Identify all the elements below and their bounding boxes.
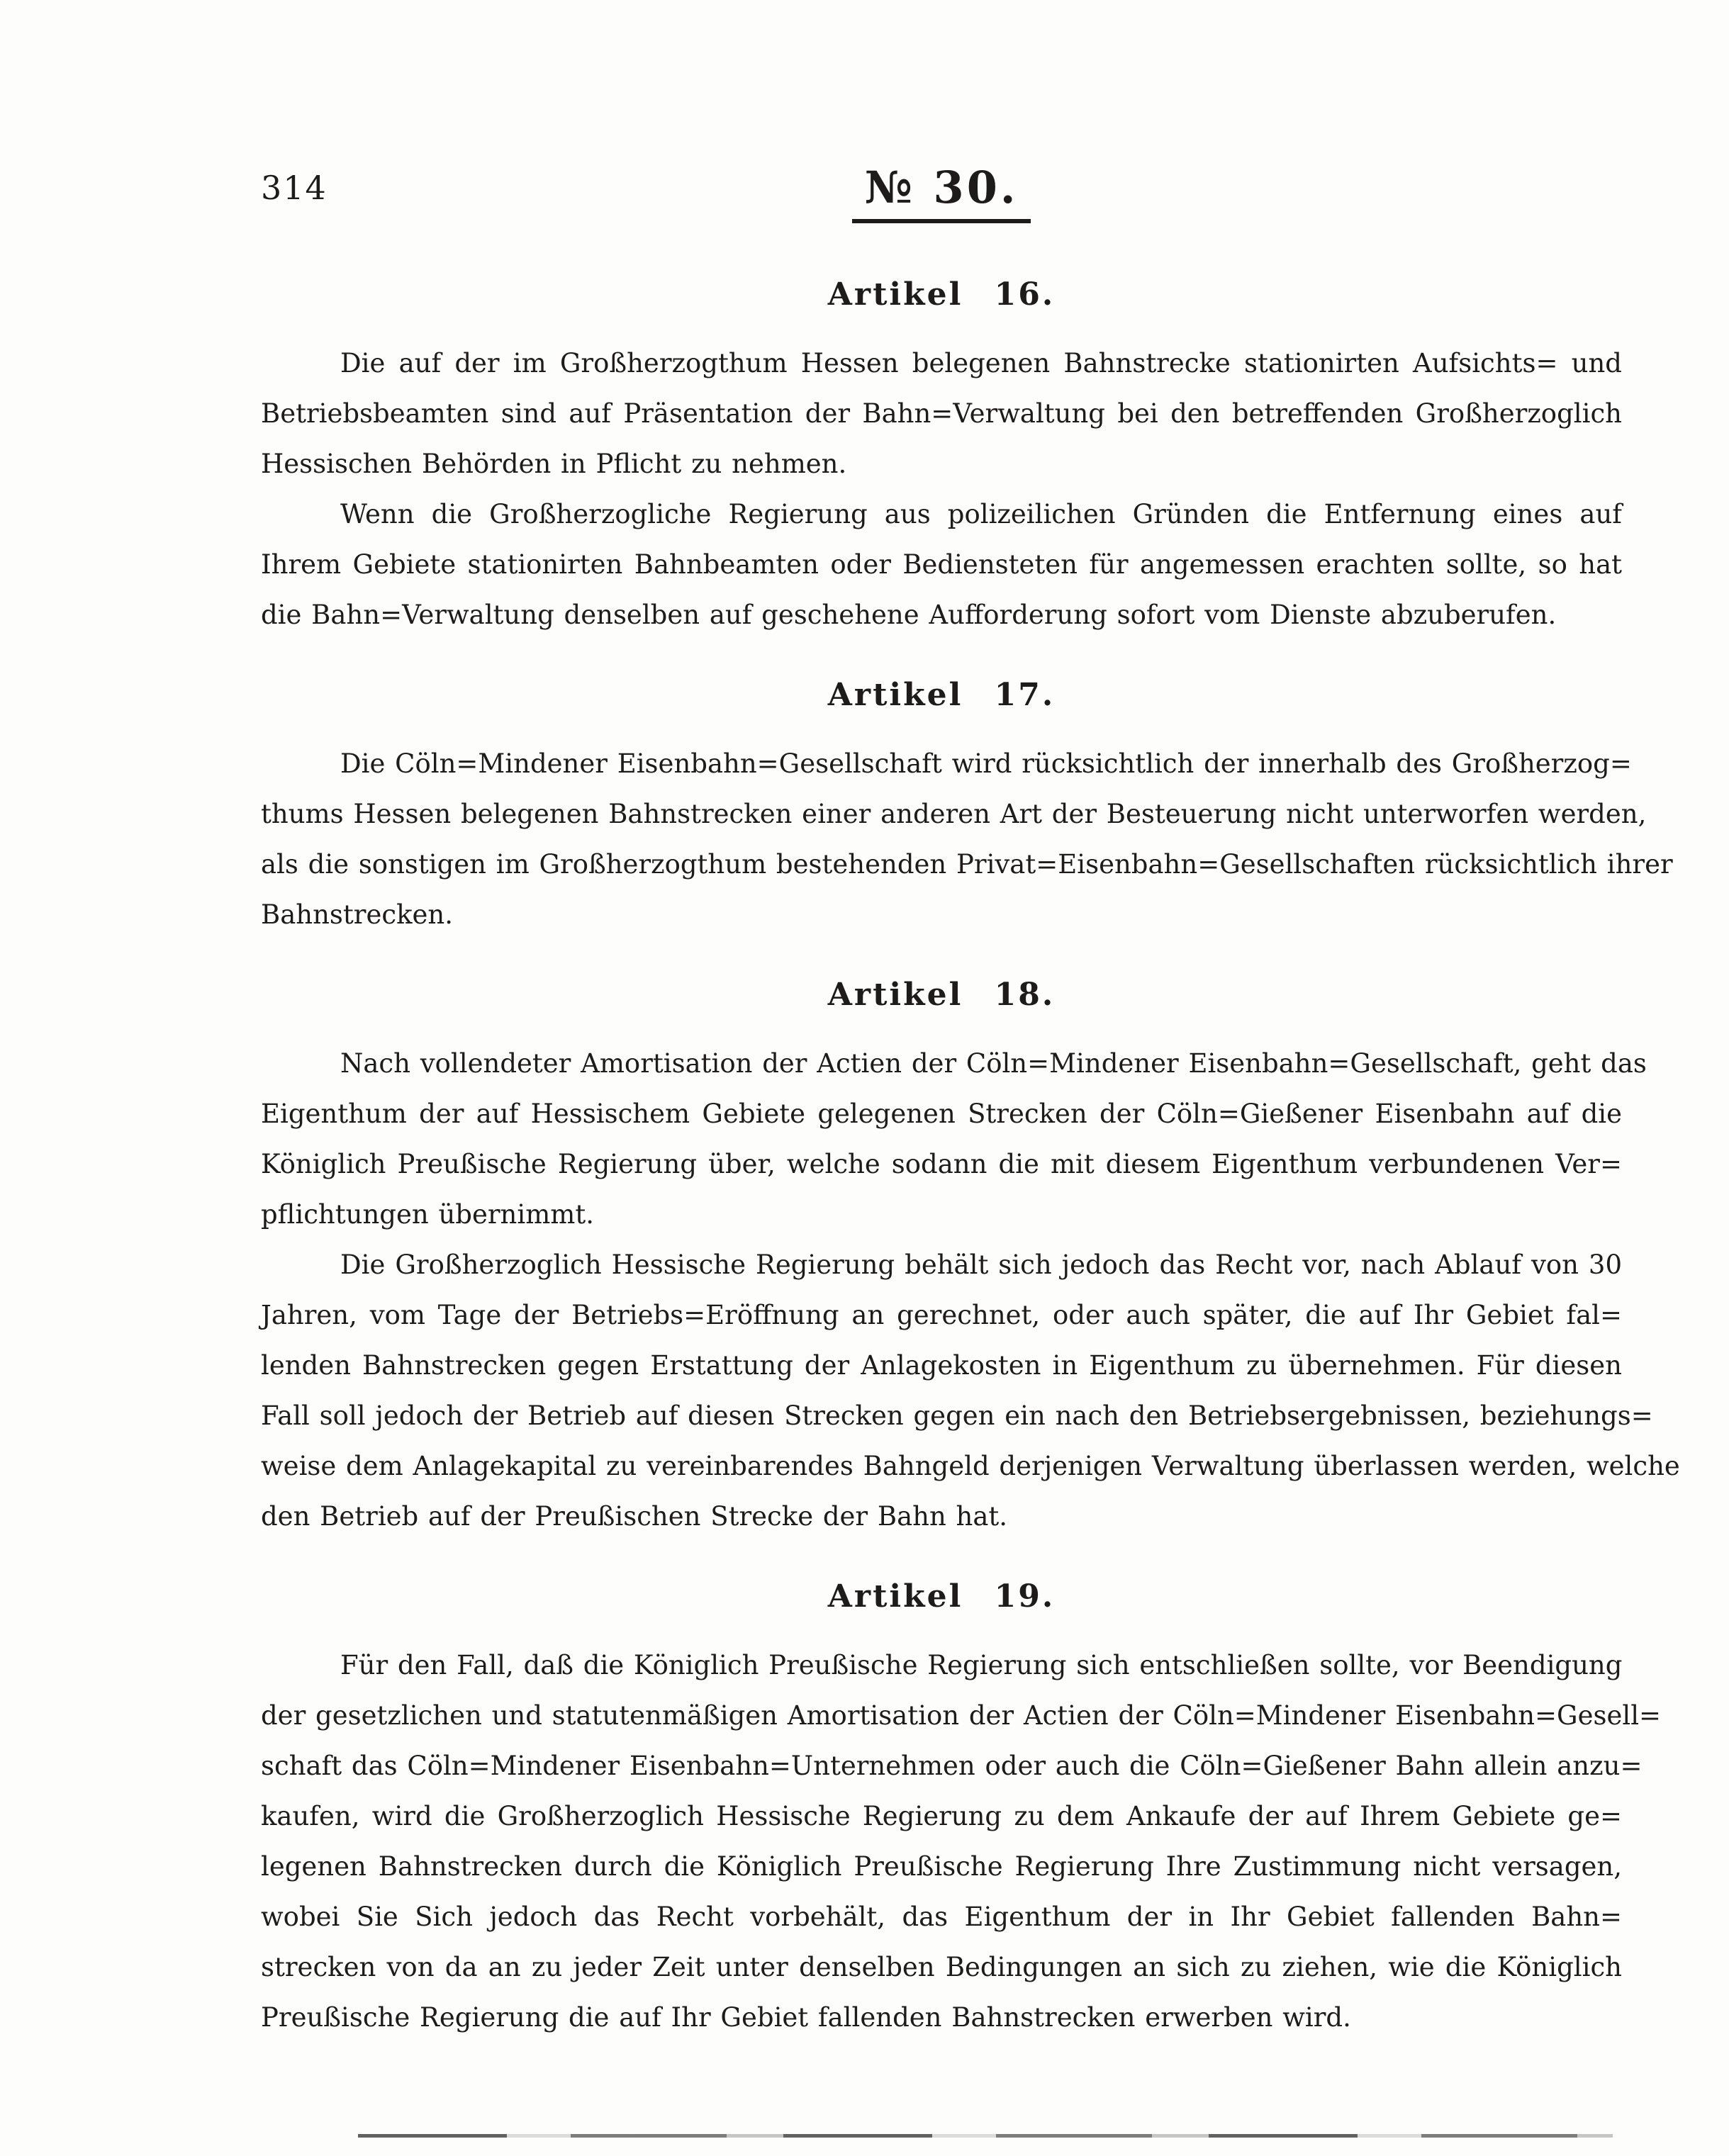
page-header xyxy=(0,162,1729,240)
text-line: thums Hessen belegenen Bahnstrecken einer anderen Art der Besteuerung nicht unterworfen werden, xyxy=(261,799,1647,829)
text-line: Betriebsbeamten sind auf Präsentation der Bahn=Verwaltung bei den betreffenden Großherzoglich xyxy=(261,398,1622,429)
text-line: kaufen, wird die Großherzoglich Hessische Regierung zu dem Ankaufe der auf Ihrem Gebiete ge= xyxy=(261,1801,1622,1831)
scan-artifact-line xyxy=(358,2134,1613,2138)
text-line: Wenn die Großherzogliche Regierung aus polizeilichen Gründen die Entfernung eines auf xyxy=(340,499,1622,529)
paragraph xyxy=(261,1240,1680,1542)
text-line: Für den Fall, daß die Königlich Preußische Regierung sich entschließen sollte, vor Beendigung xyxy=(340,1650,1623,1680)
text-line: Hessischen Behörden in Pflicht zu nehmen. xyxy=(261,449,847,479)
text-line: Die auf der im Großherzogthum Hessen belegenen Bahnstrecke stationirten Aufsichts= und xyxy=(340,348,1622,378)
text-line: Eigenthum der auf Hessischem Gebiete gelegenen Strecken der Cöln=Gießener Eisenbahn auf die xyxy=(261,1099,1622,1129)
paragraph xyxy=(261,338,1622,489)
paragraph xyxy=(261,489,1622,640)
text-line: legenen Bahnstrecken durch die Königlich Preußische Regierung Ihre Zustimmung nicht versagen, xyxy=(261,1851,1622,1882)
article-section xyxy=(261,670,1673,940)
text-line: der gesetzlichen und statutenmäßigen Amortisation der Actien der Cöln=Mindener Eisenbahn=Gesell= xyxy=(261,1700,1662,1731)
text-line: wobei Sie Sich jedoch das Recht vorbehält, das Eigenthum der in Ihr Gebiet fallenden Bahn= xyxy=(261,1902,1622,1932)
issue-number: № 30. xyxy=(852,162,1031,223)
text-line: als die sonstigen im Großherzogthum bestehenden Privat=Eisenbahn=Gesellschaften rücksichtlich ihrer xyxy=(261,849,1673,880)
text-line: Ihrem Gebiete stationirten Bahnbeamten oder Bediensteten für angemessen erachten sollte, so hat xyxy=(261,549,1622,580)
article-heading: Artikel 16. xyxy=(827,276,1056,313)
paragraph xyxy=(261,1640,1662,2043)
article-section xyxy=(261,1571,1662,2043)
document-body xyxy=(261,269,1680,2043)
text-line: Bahnstrecken. xyxy=(261,899,453,930)
text-line: den Betrieb auf der Preußischen Strecke der Bahn hat. xyxy=(261,1501,1008,1532)
article-heading: Artikel 19. xyxy=(827,1578,1056,1615)
article-section xyxy=(261,269,1622,640)
article-heading: Artikel 18. xyxy=(827,977,1056,1013)
text-line: Die Großherzoglich Hessische Regierung behält sich jedoch das Recht vor, nach Ablauf von 30 xyxy=(340,1250,1622,1280)
text-line: Fall soll jedoch der Betrieb auf diesen Strecken gegen ein nach den Betriebsergebnissen, beziehungs= xyxy=(261,1400,1653,1431)
issue-number-wrap xyxy=(261,162,1622,223)
text-line: strecken von da an zu jeder Zeit unter denselben Bedingungen an sich zu ziehen, wie die Königlich xyxy=(261,1952,1622,1982)
paragraph xyxy=(261,739,1673,940)
paragraph xyxy=(261,1038,1647,1240)
text-line: schaft das Cöln=Mindener Eisenbahn=Unternehmen oder auch die Cöln=Gießener Bahn allein anzu= xyxy=(261,1751,1643,1781)
text-line: lenden Bahnstrecken gegen Erstattung der Anlagekosten in Eigenthum zu übernehmen. Für diesen xyxy=(261,1350,1622,1381)
text-line: Preußische Regierung die auf Ihr Gebiet fallenden Bahnstrecken erwerben wird. xyxy=(261,2002,1351,2033)
page-number: 314 xyxy=(261,169,328,207)
text-line: Die Cöln=Mindener Eisenbahn=Gesellschaft wird rücksichtlich der innerhalb des Großherzog= xyxy=(340,748,1632,779)
article-section xyxy=(261,970,1680,1542)
text-line: die Bahn=Verwaltung denselben auf geschehene Aufforderung sofort vom Dienste abzuberufen. xyxy=(261,600,1557,630)
text-line: Königlich Preußische Regierung über, welche sodann die mit diesem Eigenthum verbundenen Ver= xyxy=(261,1149,1622,1179)
article-heading: Artikel 17. xyxy=(827,677,1056,713)
text-line: pflichtungen übernimmt. xyxy=(261,1199,595,1230)
text-line: Jahren, vom Tage der Betriebs=Eröffnung an gerechnet, oder auch später, die auf Ihr Gebiet fal= xyxy=(261,1300,1622,1330)
text-line: weise dem Anlagekapital zu vereinbarendes Bahngeld derjenigen Verwaltung überlassen werden, welche xyxy=(261,1451,1680,1481)
text-line: Nach vollendeter Amortisation der Actien der Cöln=Mindener Eisenbahn=Gesellschaft, geht das xyxy=(340,1048,1647,1079)
